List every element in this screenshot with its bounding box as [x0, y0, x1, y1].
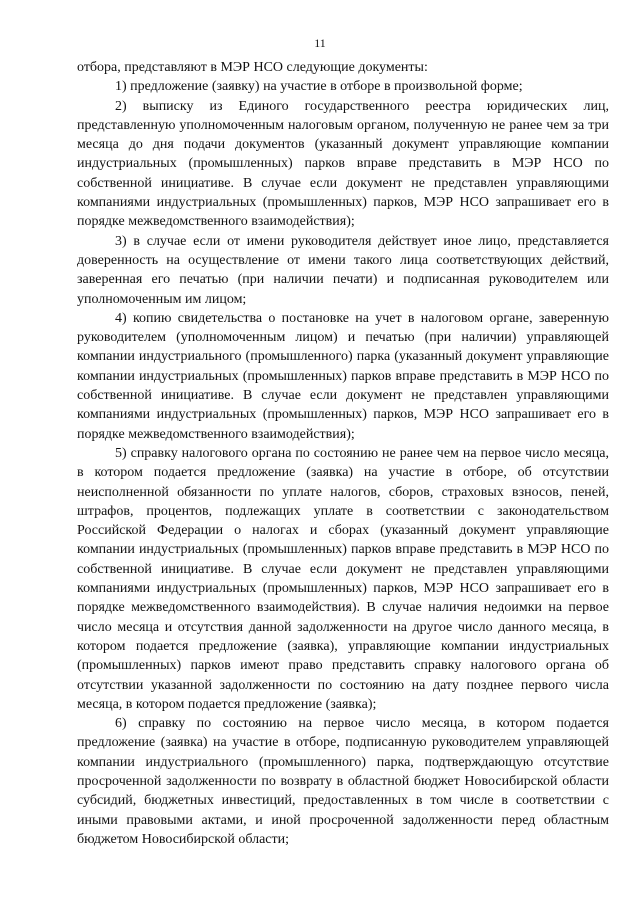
paragraph-intro: отбора, представляют в МЭР НСО следующие документы: — [77, 60, 428, 75]
paragraph-item-4-tax-registration-copy: 4) копию свидетельства о постановке на учет в налоговом органе, заверенную руководителем (уполномоченным лицом) и печатью (при наличии) управляющей компании индустриального (промышленного) парка (указанный документ управляющие компании индустриальных (промышленных) парков вправе представить в МЭР НСО по собственной инициативе. В случае если документ не представлен управляющими компаниями индустриальных (промышленных) парков, МЭР НСО запрашивает его в порядке межведомственного взаимодействия); — [77, 310, 609, 442]
paragraph-item-2-egrul-extract: 2) выписку из Единого государственного реестра юридических лиц, представленную уполномоченным налоговым органом, полученную не ранее чем за три месяца до дня подачи документов (указанный документ управляющие компании индустриальных (промышленных) парков вправе представить в МЭР НСО по собственной инициативе. В случае если документ не представлен управляющими компаниями индустриальных (промышленных) парков, МЭР НСО запрашивает его в порядке межведомственного взаимодействия); — [77, 98, 609, 230]
paragraph-item-1-application: 1) предложение (заявку) на участие в отборе в произвольной форме; — [115, 79, 523, 95]
page-number: 11 — [314, 36, 326, 50]
paragraph-item-5-tax-certificate: 5) справку налогового органа по состоянию не ранее чем на первое число месяца, в котором подается предложение (заявка) на участие в отборе, об отсутствии неисполненной обязанности по уплате налогов, сборов, страховых взносов, пеней, штрафов, процентов, подлежащих уплате в соответствии с законодательством Российской Федерации о налогах и сборах (указанный документ управляющие компании индустриальных (промышленных) парков вправе представить в МЭР НСО по собственной инициативе. В случае если документ не представлен управляющими компаниями индустриальных (промышленных) парков, МЭР НСО запрашивает его в порядке межведомственного взаимодействия). В случае наличия недоимки на первое число месяца и отсутствия данной задолженности на другое число данного месяца, в котором подается предложение (заявка), управляющие компании индустриальных (промышленных) парков имеют право представить справку налогового органа об отсутствии указанной задолженности по состоянию на дату позднее первого числа месяца, в котором подается предложение (заявка); — [77, 445, 609, 712]
paragraph-item-6-debt-certificate: 6) справку по состоянию на первое число месяца, в котором подается предложение (заявка) на участие в отборе, подписанную руководителем управляющей компании индустриального (промышленного) парка, подтверждающую отсутствие просроченной задолженности по возврату в областной бюджет Новосибирской области субсидий, бюджетных инвестиций, предоставленных в том числе в соответствии с иными правовыми актами, и иной просроченной задолженности перед областным бюджетом Новосибирской области; — [77, 716, 609, 847]
paragraph-item-3-power-of-attorney: 3) в случае если от имени руководителя действует иное лицо, представляется доверенность на осуществление от имени такого лица соответствующих действий, заверенная его печатью (при наличии печати) и подписанная руководителем или уполномоченным им лицом; — [77, 233, 609, 307]
document-body — [77, 58, 609, 849]
